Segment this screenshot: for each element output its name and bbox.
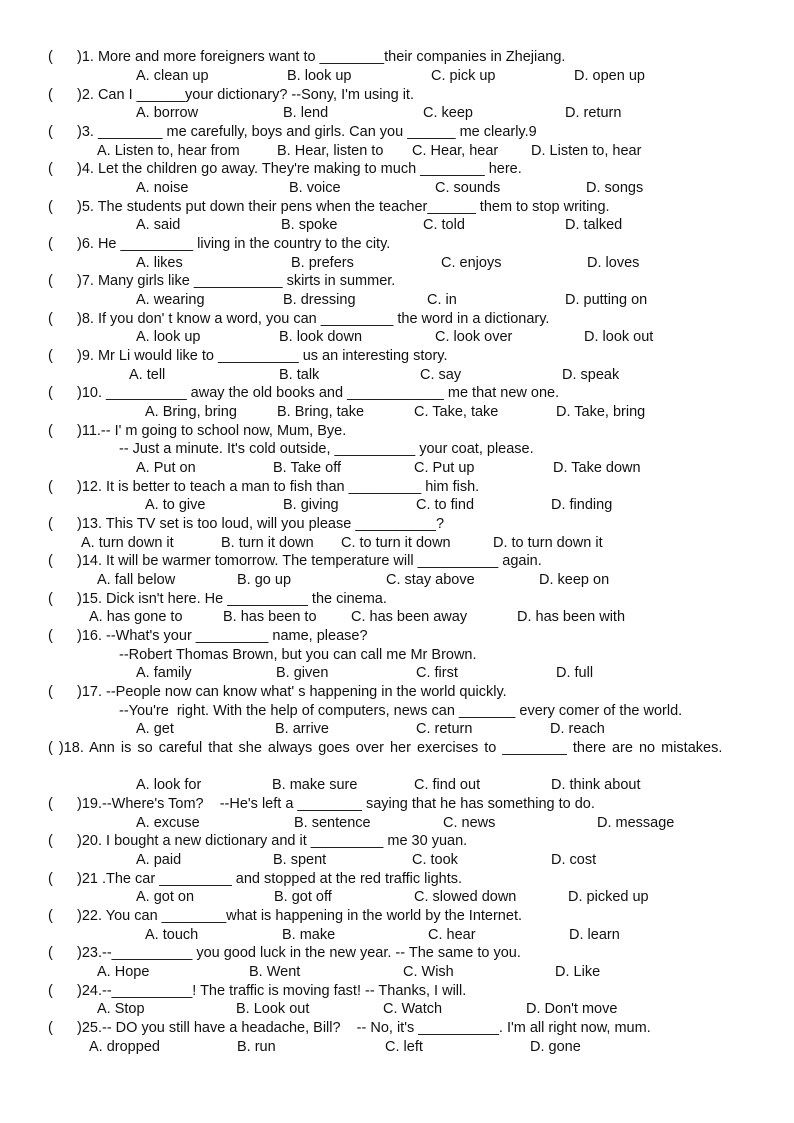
question-11: ( )11.-- I' m going to school now, Mum, Bye. (48, 423, 347, 439)
question-23: ( )23.--__________ you good luck in the new year. -- The same to you. (48, 945, 521, 961)
option-c: C. left (385, 1039, 423, 1055)
question-10: ( )10. __________ away the old books and ____________ me that new one. (48, 385, 560, 401)
option-a: A. paid (136, 852, 182, 868)
option-c: C. Hear, hear (412, 143, 499, 159)
question-12: ( )12. It is better to teach a man to fish than _________ him fish. (48, 479, 480, 495)
option-a: A. get (136, 721, 174, 737)
option-b: B. go up (237, 572, 292, 588)
option-d: D. finding (551, 497, 613, 513)
option-d: D. Take, bring (556, 404, 646, 420)
question-24: ( )24.--__________! The traffic is moving fast! -- Thanks, I will. (48, 983, 467, 999)
option-c: C. hear (428, 927, 476, 943)
option-d: D. talked (565, 217, 623, 233)
option-c: C. Watch (383, 1001, 443, 1017)
option-a: A. to give (145, 497, 206, 513)
question-17-reply: --You're right. With the help of computers, news can _______ every comer of the world. (119, 703, 683, 719)
option-c: C. sounds (435, 180, 501, 196)
option-b: B. look up (287, 68, 352, 84)
option-a: A. touch (145, 927, 199, 943)
option-a: A. likes (136, 255, 183, 271)
option-b: B. Hear, listen to (277, 143, 384, 159)
option-a: A. Listen to, hear from (97, 143, 240, 159)
option-c: C. to turn it down (341, 535, 451, 551)
option-a: A. got on (136, 889, 195, 905)
option-c: C. enjoys (441, 255, 502, 271)
question-16: ( )16. --What's your _________ name, please? (48, 628, 368, 644)
option-c: C. pick up (431, 68, 496, 84)
option-a: A. said (136, 217, 181, 233)
question-20: ( )20. I bought a new dictionary and it _________ me 30 yuan. (48, 833, 468, 849)
question-11-reply: -- Just a minute. It's cold outside, __________ your coat, please. (119, 441, 534, 457)
option-a: A. dropped (89, 1039, 160, 1055)
option-d: D. message (597, 815, 675, 831)
option-d: D. full (556, 665, 594, 681)
option-c: C. find out (414, 777, 481, 793)
option-a: A. turn down it (81, 535, 174, 551)
option-d: D. songs (586, 180, 644, 196)
question-25: ( )25.-- DO you still have a headache, Bill? -- No, it's __________. I'm all right now, mum. (48, 1020, 651, 1036)
question-4: ( )4. Let the children go away. They're making to much ________ here. (48, 161, 522, 177)
option-d: D. think about (551, 777, 641, 793)
option-a: A. tell (129, 367, 166, 383)
option-b: B. given (276, 665, 329, 681)
option-b: B. talk (279, 367, 320, 383)
option-a: A. look up (136, 329, 201, 345)
question-5: ( )5. The students put down their pens when the teacher______ them to stop writing. (48, 199, 610, 215)
option-a: A. Stop (97, 1001, 145, 1017)
question-14: ( )14. It will be warmer tomorrow. The temperature will __________ again. (48, 553, 542, 569)
option-c: C. say (420, 367, 462, 383)
option-c: C. keep (423, 105, 473, 121)
question-1: ( )1. More and more foreigners want to ________their companies in Zhejiang. (48, 49, 566, 65)
option-c: C. look over (435, 329, 513, 345)
option-c: C. Take, take (414, 404, 499, 420)
option-d: D. keep on (539, 572, 610, 588)
option-d: D. Take down (553, 460, 641, 476)
question-8: ( )8. If you don' t know a word, you can _________ the word in a dictionary. (48, 311, 550, 327)
option-b: B. arrive (275, 721, 329, 737)
option-b: B. Take off (273, 460, 341, 476)
option-a: A. Hope (97, 964, 150, 980)
option-c: C. Put up (414, 460, 475, 476)
option-d: D. loves (587, 255, 640, 271)
option-a: A. look for (136, 777, 202, 793)
option-b: B. dressing (283, 292, 356, 308)
question-3: ( )3. ________ me carefully, boys and girls. Can you ______ me clearly.9 (48, 124, 537, 140)
option-d: D. look out (584, 329, 654, 345)
option-c: C. in (427, 292, 457, 308)
question-2: ( )2. Can I ______your dictionary? --Sony, I'm using it. (48, 87, 414, 103)
option-b: B. make sure (272, 777, 358, 793)
option-c: C. Wish (403, 964, 454, 980)
question-17: ( )17. --People now can know what' s happening in the world quickly. (48, 684, 507, 700)
option-d: D. reach (550, 721, 605, 737)
option-b: B. lend (283, 105, 329, 121)
option-b: B. Went (249, 964, 301, 980)
option-a: A. wearing (136, 292, 205, 308)
option-c: C. took (412, 852, 458, 868)
option-b: B. sentence (294, 815, 371, 831)
option-a: A. excuse (136, 815, 200, 831)
option-b: B. turn it down (221, 535, 314, 551)
option-d: D. cost (551, 852, 597, 868)
option-b: B. run (237, 1039, 276, 1055)
option-d: D. Listen to, hear (531, 143, 642, 159)
option-d: D. Like (555, 964, 601, 980)
question-15: ( )15. Dick isn't here. He __________ the cinema. (48, 591, 387, 607)
option-c: C. to find (416, 497, 475, 513)
option-d: D. open up (574, 68, 645, 84)
option-a: A. family (136, 665, 192, 681)
option-b: B. Bring, take (277, 404, 365, 420)
question-9: ( )9. Mr Li would like to __________ us an interesting story. (48, 348, 448, 364)
option-c: C. news (443, 815, 496, 831)
option-d: D. return (565, 105, 622, 121)
option-c: C. has been away (351, 609, 468, 625)
option-a: A. fall below (97, 572, 176, 588)
option-a: A. borrow (136, 105, 199, 121)
option-d: D. has been with (517, 609, 626, 625)
option-d: D. to turn down it (493, 535, 603, 551)
option-d: D. gone (530, 1039, 581, 1055)
question-19: ( )19.--Where's Tom? --He's left a ________ saying that he has something to do. (48, 796, 595, 812)
question-7: ( )7. Many girls like ___________ skirts in summer. (48, 273, 396, 289)
option-b: B. has been to (223, 609, 317, 625)
option-b: B. prefers (291, 255, 354, 271)
option-d: D. speak (562, 367, 620, 383)
option-b: B. look down (279, 329, 363, 345)
option-d: D. picked up (568, 889, 649, 905)
option-b: B. giving (283, 497, 339, 513)
option-d: D. Don't move (526, 1001, 618, 1017)
option-b: B. spent (273, 852, 327, 868)
question-13: ( )13. This TV set is too loud, will you please __________? (48, 516, 445, 532)
question-21: ( )21 .The car _________ and stopped at the red traffic lights. (48, 871, 463, 887)
question-22: ( )22. You can ________what is happening in the world by the Internet. (48, 908, 522, 924)
option-b: B. make (282, 927, 336, 943)
option-a: A. Bring, bring (145, 404, 237, 420)
option-a: A. noise (136, 180, 189, 196)
question-16-reply: --Robert Thomas Brown, but you can call me Mr Brown. (119, 647, 477, 663)
option-c: C. stay above (386, 572, 475, 588)
question-6: ( )6. He _________ living in the country to the city. (48, 236, 391, 252)
option-b: B. voice (289, 180, 341, 196)
option-c: C. first (416, 665, 458, 681)
question-18 (48, 739, 748, 758)
option-b: B. Look out (236, 1001, 310, 1017)
option-a: A. Put on (136, 460, 196, 476)
option-a: A. has gone to (89, 609, 183, 625)
option-b: B. spoke (281, 217, 338, 233)
option-a: A. clean up (136, 68, 209, 84)
option-c: C. slowed down (414, 889, 517, 905)
option-c: C. return (416, 721, 473, 737)
question-18-text: ( )18. Ann is so careful that she always goes over her exercises to ________ there are no mistakes. (48, 740, 723, 756)
option-d: D. putting on (565, 292, 648, 308)
option-b: B. got off (274, 889, 332, 905)
option-d: D. learn (569, 927, 620, 943)
option-c: C. told (423, 217, 465, 233)
